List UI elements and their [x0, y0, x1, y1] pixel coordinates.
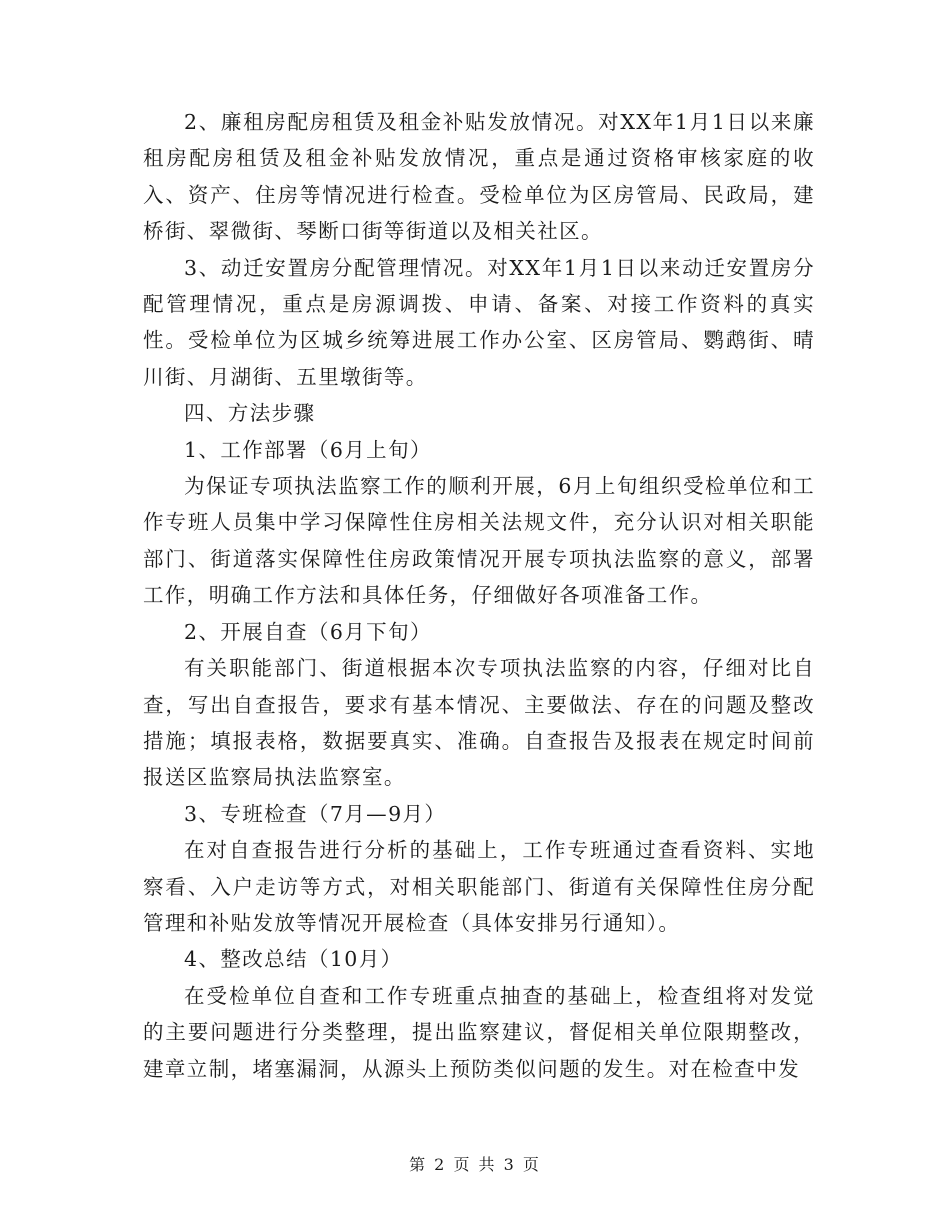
paragraph-self-inspection: 有关职能部门、街道根据本次专项执法监察的内容，仔细对比自查，写出自查报告，要求有基本情况、主要做法、存在的问题及整改措施；填报表格，数据要真实、准确。自查报告及报表在规定时间前报送区监察局执法监察室。 [143, 656, 815, 790]
step-heading-special-inspection: 3、专班检查（7月—9月） [184, 801, 447, 826]
paragraph-item-3-relocation: 3、动迁安置房分配管理情况。对XX年1月1日以来动迁安置房分配管理情况，重点是房源调拨、申请、备案、对接工作资料的真实性。受检单位为区城乡统筹进展工作办公室、区房管局、鹦鹉街、晴川街、月湖街、五里墩街等。 [143, 255, 815, 389]
document-body [143, 104, 815, 1087]
step-heading-self-inspection: 2、开展自查（6月下旬） [184, 619, 432, 644]
page-number-footer: 第 2 页 共 3 页 [409, 1155, 541, 1174]
section-heading-methods: 四、方法步骤 [184, 401, 316, 426]
paragraph-deployment: 为保证专项执法监察工作的顺利开展，6月上旬组织受检单位和工作专班人员集中学习保障性住房相关法规文件，充分认识对相关职能部门、街道落实保障性住房政策情况开展专项执法监察的意义，部署工作，明确工作方法和具体任务，仔细做好各项准备工作。 [143, 474, 815, 608]
step-heading-rectification: 4、整改总结（10月） [184, 947, 403, 972]
paragraph-rectification: 在受检单位自查和工作专班重点抽查的基础上，检查组将对发觉的主要问题进行分类整理，提出监察建议，督促相关单位限期整改，建章立制，堵塞漏洞，从源头上预防类似问题的发生。对在检查中发 [143, 983, 815, 1081]
paragraph-special-inspection: 在对自查报告进行分析的基础上，工作专班通过查看资料、实地察看、入户走访等方式，对相关职能部门、街道有关保障性住房分配管理和补贴发放等情况开展检查（具体安排另行通知）。 [143, 838, 815, 935]
paragraph-item-2-low-rent: 2、廉租房配房租赁及租金补贴发放情况。对XX年1月1日以来廉租房配房租赁及租金补贴发放情况，重点是通过资格审核家庭的收入、资产、住房等情况进行检查。受检单位为区房管局、民政局，建桥街、翠微街、琴断口街等街道以及相关社区。 [143, 110, 815, 244]
step-heading-deployment: 1、工作部署（6月上旬） [184, 437, 432, 462]
